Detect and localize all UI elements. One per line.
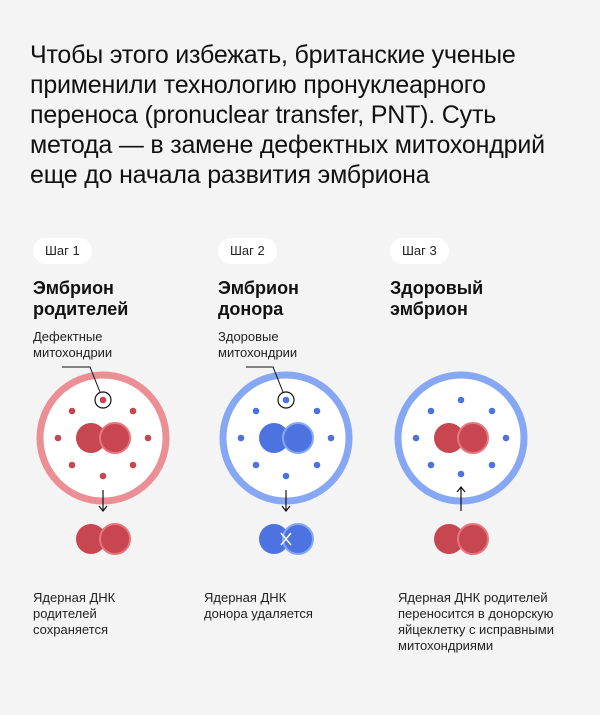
mitochondrion xyxy=(253,462,260,469)
caption-line: сохраняется xyxy=(33,622,109,637)
caption-line: яйцеклетку с исправными xyxy=(398,622,554,637)
mitochondrion xyxy=(413,435,420,442)
mitochondrion xyxy=(130,462,137,469)
mitochondrion xyxy=(489,462,496,469)
step-3-title-line: эмбрион xyxy=(390,299,468,319)
pronucleus xyxy=(100,524,130,554)
headline-line: метода — в замене дефектных митохондрий xyxy=(30,131,545,159)
mitochondrion xyxy=(458,471,465,478)
headline-line: применили технологию пронуклеарного xyxy=(30,71,486,99)
pronucleus xyxy=(458,524,488,554)
caption-line: переносится в донорскую xyxy=(398,606,554,621)
label-line: митохондрии xyxy=(33,345,113,360)
label-line: Здоровые xyxy=(218,329,279,344)
mitochondrion xyxy=(314,408,321,415)
label-line: митохондрии xyxy=(218,345,298,360)
mitochondrion xyxy=(283,473,290,480)
label-line: Дефектные xyxy=(33,329,103,344)
caption-line: родителей xyxy=(33,606,97,621)
mitochondrion xyxy=(503,435,510,442)
caption-line: Ядерная ДНК xyxy=(204,590,287,605)
mitochondrion xyxy=(328,435,335,442)
mitochondrion xyxy=(428,408,435,415)
mitochondrion xyxy=(283,397,290,404)
pronucleus xyxy=(283,423,313,453)
mitochondrion xyxy=(69,408,76,415)
mitochondrion xyxy=(130,408,137,415)
step-1-pill: Шаг 1 xyxy=(33,238,92,264)
caption-line: митохондриями xyxy=(398,638,494,653)
mitochondrion xyxy=(145,435,152,442)
mitochondrion xyxy=(314,462,321,469)
headline-line: переноса (pronuclear transfer, PNT). Суть xyxy=(30,101,497,129)
mitochondrion xyxy=(238,435,245,442)
mitochondrion xyxy=(100,397,107,404)
step-1-title-line: Эмбрион xyxy=(33,278,114,298)
step-2-title-line: Эмбрион xyxy=(218,278,299,298)
mitochondrion xyxy=(458,397,465,404)
pronucleus xyxy=(100,423,130,453)
pronucleus xyxy=(458,423,488,453)
mitochondrion xyxy=(253,408,260,415)
mitochondrion xyxy=(69,462,76,469)
step-2-pill: Шаг 2 xyxy=(218,238,277,264)
headline-line: еще до начала развития эмбриона xyxy=(30,161,430,189)
step-3-pill: Шаг 3 xyxy=(390,238,449,264)
mitochondrion xyxy=(55,435,62,442)
caption-line: донора удаляется xyxy=(204,606,313,621)
step-1-title-line: родителей xyxy=(33,299,129,319)
mitochondrion xyxy=(489,408,496,415)
step-2-title-line: донора xyxy=(218,299,284,319)
step-3-title-line: Здоровый xyxy=(390,278,484,298)
pronucleus xyxy=(283,524,313,554)
mitochondrion xyxy=(428,462,435,469)
headline-line: Чтобы этого избежать, британские ученые xyxy=(30,41,516,69)
caption-line: Ядерная ДНК xyxy=(33,590,116,605)
caption-line: Ядерная ДНК родителей xyxy=(398,590,548,605)
mitochondrion xyxy=(100,473,107,480)
